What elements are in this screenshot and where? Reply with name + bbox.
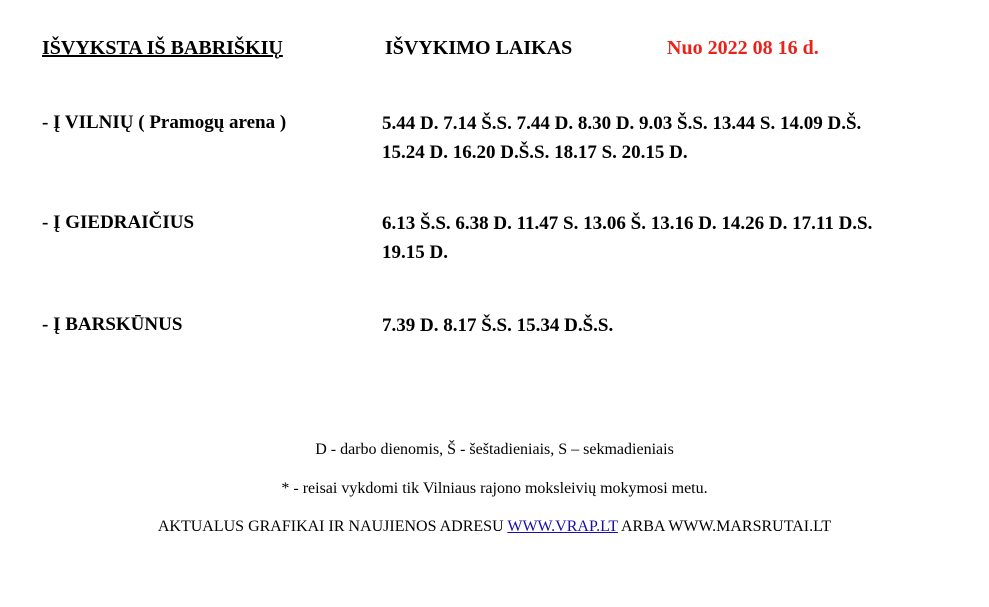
route-times-barskunai <box>382 311 613 340</box>
legend-note: D - darbo dienomis, Š - šeštadieniais, S – sekmadieniais <box>315 441 674 458</box>
route-times-giedraiciai <box>382 209 872 267</box>
route-destination-vilnius: - Į VILNIŲ ( Pramogų arena ) <box>42 112 287 133</box>
route-destination-barskunai: - Į BARSKŪNUS <box>42 314 183 335</box>
valid-from-date: Nuo 2022 08 16 d. <box>667 37 819 59</box>
departure-time-heading: IŠVYKIMO LAIKAS <box>385 37 573 59</box>
route-times-line: 19.15 D. <box>382 242 448 263</box>
route-times-vilnius <box>382 109 861 167</box>
links-note <box>0 518 989 536</box>
marsrutai-text: WWW.MARSRUTAI.LT <box>668 518 832 535</box>
route-times-line: 15.24 D. 16.20 D.Š.S. 18.17 S. 20.15 D. <box>382 142 688 163</box>
links-prefix: AKTUALUS GRAFIKAI IR NAUJIENOS ADRESU <box>157 518 508 535</box>
route-times-line: 5.44 D. 7.14 Š.S. 7.44 D. 8.30 D. 9.03 Š.S. 13.44 S. 14.09 D.Š. <box>382 113 862 134</box>
route-times-line: 7.39 D. 8.17 Š.S. 15.34 D.Š.S. <box>382 315 614 336</box>
route-times-line: 6.13 Š.S. 6.38 D. 11.47 S. 13.06 Š. 13.16 D. 14.26 D. 17.11 D.S. <box>382 213 873 234</box>
route-destination-giedraiciai: - Į GIEDRAIČIUS <box>42 212 195 233</box>
links-middle: ARBA <box>617 518 669 535</box>
asterisk-note: * - reisai vykdomi tik Vilniaus rajono moksleivių mokymosi metu. <box>281 480 708 497</box>
vrap-link[interactable]: WWW.VRAP.LT <box>507 518 618 535</box>
departure-from-heading: IŠVYKSTA IŠ BABRIŠKIŲ <box>42 37 283 59</box>
